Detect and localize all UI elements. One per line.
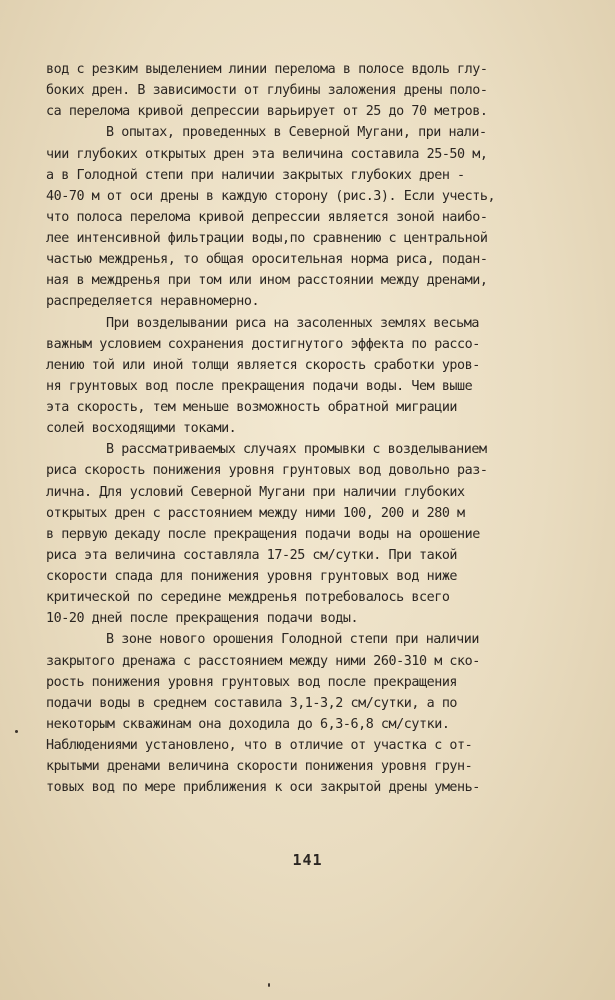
text-line: риса эта величина составляла 17-25 см/сутки. При такой xyxy=(46,547,458,563)
text-line: ня грунтовых вод после прекращения подачи воды. Чем выше xyxy=(46,378,473,394)
paper-speck xyxy=(15,730,18,733)
text-line: частью междренья, то общая оросительная норма риса, подан- xyxy=(46,252,488,268)
text-line: Наблюдениями установлено, что в отличие от участка с от- xyxy=(46,738,473,753)
text-line: вод с резким выделением линии перелома в полосе вдоль глу- xyxy=(46,62,488,77)
paragraph-start-line: В зоне нового орошения Голодной степи при наличии xyxy=(106,632,479,648)
text-line: лична. Для условий Северной Мугани при наличии глубоких xyxy=(46,484,465,500)
text-line: 10-20 дней после прекращения подачи воды. xyxy=(46,611,359,627)
text-line: скорости спада для понижения уровня грунтовых вод ниже xyxy=(46,569,458,584)
text-line: закрытого дренажа с расстоянием между ними 260-310 м ско- xyxy=(46,653,480,669)
text-line: товых вод по мере приближения к оси закрытой дрены умень- xyxy=(46,780,480,796)
paragraph-start-line: В опытах, проведенных в Северной Мугани, при нали- xyxy=(106,125,487,141)
text-line: важным условием сохранения достигнутого эффекта по рассо- xyxy=(46,336,480,352)
text-line: критической по середине междренья потребовалось всего xyxy=(46,590,450,606)
text-line: 40-70 м от оси дрены в каждую сторону (рис.3). Если учесть, xyxy=(46,188,496,204)
text-line: ная в междренья при том или ином расстоянии между дренами, xyxy=(46,273,488,289)
text-line: боких дрен. В зависимости от глубины заложения дрены поло- xyxy=(46,83,488,99)
text-line: солей восходящими токами. xyxy=(46,421,237,437)
body-text xyxy=(46,59,536,798)
text-line: открытых дрен с расстоянием между ними 100, 200 и 280 м xyxy=(46,505,465,521)
paper-speck xyxy=(268,983,270,987)
paragraph-start-line: В рассматриваемых случаях промывки с возделыванием xyxy=(106,442,487,458)
text-line: крытыми дренами величина скорости понижения уровня грун- xyxy=(46,759,473,775)
text-line: распределяется неравномерно. xyxy=(46,294,260,310)
text-line: эта скорость, тем меньше возможность обратной миграции xyxy=(46,400,458,415)
text-line: риса скорость понижения уровня грунтовых вод довольно раз- xyxy=(46,463,488,479)
text-line: в первую декаду после прекращения подачи воды на орошение xyxy=(46,526,480,542)
text-line: лее интенсивной фильтрации воды,по сравнению с центральной xyxy=(46,231,488,246)
text-line: рость понижения уровня грунтовых вод после прекращения xyxy=(46,674,458,690)
text-line: некоторым скважинам она доходила до 6,3-6,8 см/сутки. xyxy=(46,716,450,732)
text-line: а в Голодной степи при наличии закрытых глубоких дрен - xyxy=(46,167,465,183)
paragraph-start-line: При возделывании риса на засоленных землях весьма xyxy=(106,315,479,331)
text-line: чии глубоких открытых дрен эта величина составила 25-50 м, xyxy=(46,146,488,162)
page-number: 141 xyxy=(292,851,323,869)
text-line: подачи воды в среднем составила 3,1-3,2 см/сутки, а по xyxy=(46,695,458,711)
text-line: что полоса перелома кривой депрессии является зоной наибо- xyxy=(46,209,488,225)
text-line: лению той или иной толщи является скорость сработки уров- xyxy=(46,357,480,373)
text-line: са перелома кривой депрессии варьирует от 25 до 70 метров. xyxy=(46,104,488,120)
